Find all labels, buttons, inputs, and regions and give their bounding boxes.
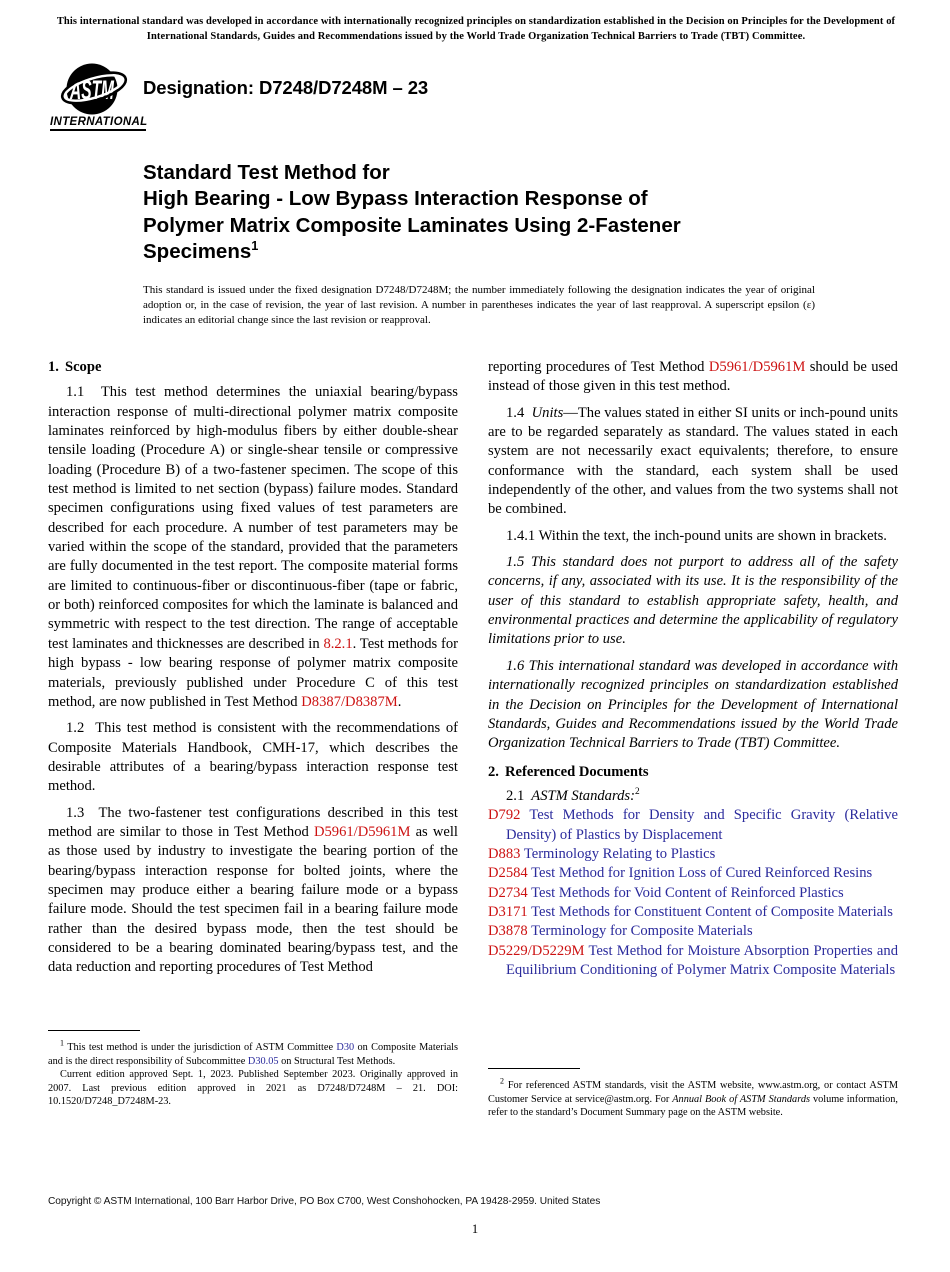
standard-title-link[interactable]: Test Method for Ignition Loss of Cured Reinforced Resins	[531, 865, 873, 882]
tbt-header-note: This international standard was developed in accordance with internationally recognized principles on standardization established in the Decision on Principles for the Development of International Standards, Guides and Recommendations issued by the World Trade Organization Technical Barriers to Trade (TBT) Committee.	[56, 16, 896, 42]
list-item[interactable]	[488, 884, 898, 903]
section-heading-scope	[48, 358, 458, 377]
section-number-2: 2.	[488, 763, 499, 780]
footnote-1-text-b: on Composite Materials and is the direct responsibility of Subcommittee	[48, 1042, 459, 1067]
para-num-1-2: 1.2	[66, 720, 85, 737]
para-num-1-6: 1.6	[506, 657, 525, 674]
footnote-2-text-b: volume information, refer to the standard’s Document Summary page on the ASTM website.	[488, 1093, 898, 1119]
section-title-1: Scope	[64, 359, 102, 375]
standard-designation-link[interactable]: D2584	[488, 865, 528, 882]
link-8-2-1[interactable]: 8.2.1	[323, 635, 353, 652]
page-number: 1	[471, 1222, 479, 1236]
referenced-standards-subheading	[488, 787, 898, 806]
link-d30[interactable]: D30	[336, 1042, 355, 1053]
link-d5961-first[interactable]: D5961/D5961M	[313, 823, 411, 840]
document-title	[143, 160, 843, 266]
list-item[interactable]	[488, 806, 898, 845]
para-1-4-text: —The values stated in either SI units or inch-pound units are to be regarded separately as standard. The values stated in each system are not necessarily exact equivalents; therefore, to ensure conformance with the standard, each system shall be used independently of the other, and values from the two systems shall not be combined.	[488, 404, 899, 518]
standard-title-link[interactable]: Terminology for Composite Materials	[531, 923, 753, 940]
astm-monogram-icon	[50, 62, 142, 118]
designation-label: Designation: D7248/D7248M – 23	[143, 77, 429, 98]
title-line-3: Polymer Matrix Composite Laminates Using 2-Fastener	[143, 213, 681, 237]
footnote-2-text-a: For referenced ASTM standards, visit the ASTM website, www.astm.org, or contact ASTM Customer Service at service@astm.org. For	[488, 1080, 899, 1105]
footnote-1	[48, 1038, 459, 1068]
para-1-6-text: This international standard was developed in accordance with internationally recognized principles on standardization established in the Decision on Principles for the Development of International Standards, Guides and Recommendations issued by the World Trade Organization Technical Barriers to Trade (TBT) Committee.	[488, 657, 899, 752]
footnote-1-marker: 1	[60, 1038, 65, 1048]
footnotes-right	[488, 1076, 899, 1120]
section-number-1: 1.	[48, 359, 59, 375]
title-footnote-marker: 1	[251, 238, 259, 254]
para-1-3-text-b: as well as those used by industry to investigate the bearing portion of the bearing/bypass interaction response for bolted joints, where the specimen may produce either a bearing failure mode or a bypass failure mode. Should the test specimen fail in a bearing failure mode rather than the desired bypass mode, then the test should be considered to be a bearing dominated bearing/bypass test, and the data reduction and reporting procedures of Test Method	[48, 823, 458, 976]
standard-designation-link[interactable]: D3878	[488, 923, 528, 940]
link-d30-05[interactable]: D30.05	[247, 1055, 279, 1067]
list-item[interactable]	[488, 864, 898, 883]
title-line-4-text: Specimens	[143, 240, 252, 264]
paragraph-1-3-continued	[488, 358, 898, 397]
list-item[interactable]	[488, 922, 898, 941]
standard-designation-link[interactable]: D2734	[488, 884, 528, 901]
referenced-standards-list	[488, 806, 898, 980]
para-1-3-cont-a: reporting procedures of Test Method	[488, 359, 709, 375]
para-num-1-4: 1.4	[506, 404, 525, 421]
copyright-notice: Copyright © ASTM International, 100 Barr Harbor Drive, PO Box C700, West Conshohocken, PA 19428-2959. United States	[48, 1196, 601, 1207]
para-num-1-1: 1.1	[66, 384, 85, 401]
paragraph-1-5	[488, 553, 898, 650]
astm-logo	[50, 62, 148, 134]
paragraph-1-6	[488, 657, 898, 754]
footnotes-left	[48, 1038, 459, 1109]
title-line-1: Standard Test Method for	[143, 161, 390, 184]
left-column	[48, 358, 458, 978]
footnote-2-italic: Annual Book of ASTM Standards	[672, 1093, 810, 1105]
standard-designation-link[interactable]: D3171	[488, 903, 528, 920]
para-1-5-text: This standard does not purport to address all of the safety concerns, if any, associated with its use. It is the responsibility of the user of this standard to establish appropriate safety, health, and environmental practices and determine the applicability of regulatory limitations prior to use.	[488, 554, 898, 648]
para-1-4-1-text: Within the text, the inch-pound units are shown in brackets.	[538, 527, 887, 544]
paragraph-1-1	[48, 383, 458, 712]
para-1-4-subhead: Units	[531, 404, 564, 421]
para-num-1-3: 1.3	[66, 804, 85, 821]
para-1-1-text-b: . Test methods for high bypass - low bearing response of polymer matrix composite materials, previously published under Procedure C of this test method, are now published in Test Method	[48, 635, 458, 710]
astm-logo-subtitle: INTERNATIONAL	[50, 116, 146, 131]
standard-title-link[interactable]: Test Methods for Density and Specific Gravity (Relative Density) of Plastics by Displacement	[506, 807, 899, 843]
standard-title-link[interactable]: Test Methods for Void Content of Reinforced Plastics	[531, 884, 844, 901]
subhead-num-2-1: 2.1	[506, 787, 525, 804]
astm-logo-mark	[50, 62, 142, 118]
svg-text:ASTM: ASTM	[69, 75, 115, 105]
para-num-1-4-1: 1.4.1	[506, 527, 536, 544]
title-line-4	[143, 239, 843, 265]
standard-designation-link[interactable]: D883	[488, 845, 521, 862]
standard-title-link[interactable]: Terminology Relating to Plastics	[523, 845, 716, 862]
paragraph-1-4	[488, 404, 898, 520]
footnote-2	[488, 1076, 899, 1120]
footnote-edition-info: Current edition approved Sept. 1, 2023. Published September 2023. Originally approved in 2007. Last previous edition approved in 2021 as D7248/D7248M – 21. DOI: 10.1520/D7248_D7248M-23.	[48, 1069, 458, 1108]
standard-designation-link[interactable]: D5229/D5229M	[488, 942, 585, 959]
list-item[interactable]	[488, 942, 898, 981]
para-1-1-text-a: This test method determines the uniaxial bearing/bypass interaction response of multi-directional polymer matrix composite laminates reinforced by high-modulus fibers by either double-shear tensile loading (Procedure A) or single-shear tensile or compressive loading (Procedure B) of a two-fastener specimen. The scope of this test method is limited to net section (bypass) failure modes. Standard specimen configurations using fixed values of test parameters are described for each procedure. A number of test parameters may be varied within the scope of the standard, provided that the parameters are fully documented in the test report. The composite material forms are limited to continuous-fiber or discontinuous-fiber (tape or fabric, or both) reinforced composites for which the laminate is balanced and symmetric with respect to the test direction. The range of acceptable test laminates and thicknesses are described in	[48, 384, 458, 652]
list-item[interactable]	[488, 903, 898, 922]
issue-note: This standard is issued under the fixed designation D7248/D7248M; the number immediately following the designation indicates the year of original adoption or, in the case of revision, the year of last revision. A number in parentheses indicates the year of last reapproval. A superscript epsilon (ε) indicates an editorial change since the last revision or reapproval.	[143, 284, 815, 327]
footnote-1-text-c: on Structural Test Methods.	[278, 1055, 396, 1067]
title-line-2: High Bearing - Low Bypass Interaction Response of	[143, 187, 648, 211]
paragraph-1-4-1	[488, 527, 898, 546]
section-heading-referenced-documents	[488, 763, 898, 782]
footnote-1-text-a: This test method is under the jurisdiction of ASTM Committee	[67, 1042, 337, 1053]
standard-title-link[interactable]: Test Methods for Constituent Content of Composite Materials	[531, 903, 893, 920]
para-1-2-text: This test method is consistent with the recommendations of Composite Materials Handbook, CMH-17, which describes the desirable attributes of a bearing/bypass interaction response test method.	[48, 720, 458, 795]
right-column	[488, 358, 898, 980]
subhead-footnote-marker: 2	[634, 787, 640, 798]
standard-designation-link[interactable]: D792	[488, 807, 521, 824]
list-item[interactable]	[488, 845, 898, 864]
section-title-2: Referenced Documents	[504, 763, 649, 780]
footnote-divider-right	[488, 1068, 580, 1069]
footnote-divider-left	[48, 1030, 140, 1031]
link-d5961-second[interactable]: D5961/D5961M	[708, 359, 806, 375]
paragraph-1-3	[48, 804, 458, 978]
link-d8387[interactable]: D8387/D8387M	[301, 693, 398, 710]
standard-title-link[interactable]: Test Method for Moisture Absorption Properties and Equilibrium Conditioning of Polymer Matrix Composite Materials	[506, 942, 899, 978]
para-num-1-5: 1.5	[506, 554, 525, 571]
para-1-3-text-c: should be used instead of those given in this test method.	[488, 359, 898, 395]
footnote-2-marker: 2	[500, 1076, 505, 1086]
subhead-text-2-1: ASTM Standards:	[531, 787, 635, 804]
paragraph-1-2	[48, 719, 458, 796]
para-1-3-text-a: The two-fastener test configurations described in this test method are similar to those in Test Method	[48, 804, 458, 840]
para-1-1-text-c: .	[397, 693, 402, 710]
